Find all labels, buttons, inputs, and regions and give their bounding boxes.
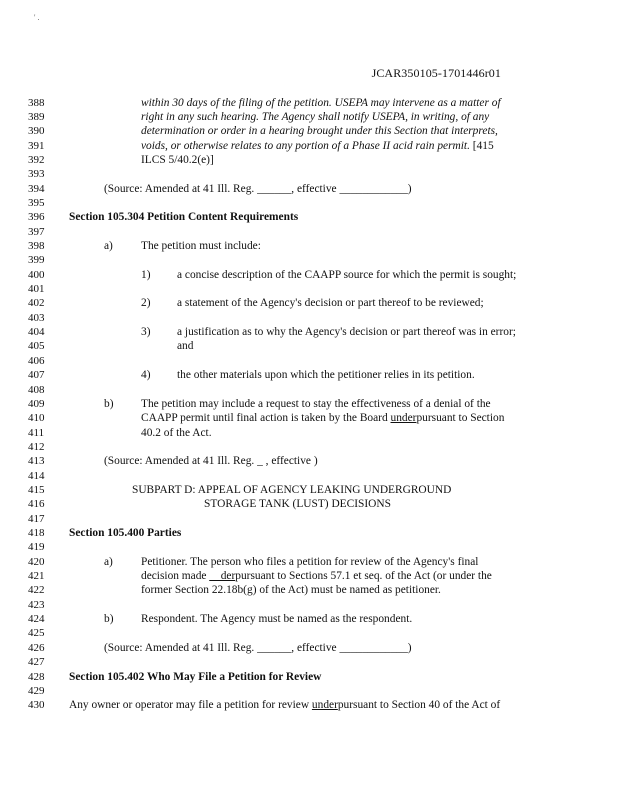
text-run: Section 105.402 Who May File a Petition for Review bbox=[69, 670, 322, 683]
text-run: under bbox=[311, 699, 338, 712]
document-line bbox=[177, 297, 484, 309]
document-line bbox=[141, 97, 501, 109]
line-number: 405 bbox=[28, 340, 45, 353]
document-line bbox=[141, 613, 412, 625]
text-run: ILCS 5/40.2(e)] bbox=[141, 153, 214, 166]
document-line bbox=[141, 111, 489, 123]
text-run: Petitioner. The person who files a petition for review of the Agency's final bbox=[141, 555, 479, 568]
text-run: Section 105.400 Parties bbox=[69, 527, 182, 539]
text-run: a justification as to why the Agency's decision or part thereof was in error; bbox=[177, 326, 516, 339]
document-line bbox=[104, 642, 412, 654]
line-number: 410 bbox=[28, 412, 45, 425]
line-number: 414 bbox=[28, 469, 45, 482]
line-number: 389 bbox=[28, 110, 45, 123]
line-number: 403 bbox=[28, 311, 45, 324]
text-run: within 30 days of the filing of the petition. USEPA may intervene as a matter of bbox=[141, 96, 501, 109]
text-run: pursuant to Section 40 of the Act of bbox=[337, 699, 501, 712]
line-number: 400 bbox=[28, 268, 45, 281]
line-number: 418 bbox=[28, 527, 45, 539]
line-number: 399 bbox=[28, 254, 45, 267]
line-number: 407 bbox=[28, 369, 45, 382]
document-id: JCAR350105-1701446r01 bbox=[371, 66, 501, 80]
item-label: 1) bbox=[141, 268, 151, 281]
document-line bbox=[141, 570, 492, 582]
document-line bbox=[69, 699, 500, 711]
item-label: 2) bbox=[141, 297, 151, 310]
line-number: 423 bbox=[28, 598, 45, 611]
document-line bbox=[132, 484, 451, 496]
text-run: CAAPP permit until final action is taken by the Board bbox=[141, 412, 391, 425]
line-number: 428 bbox=[28, 670, 45, 683]
line-number: 391 bbox=[28, 139, 45, 152]
line-number: 416 bbox=[28, 498, 45, 511]
line-number: 412 bbox=[28, 440, 45, 453]
line-number: 415 bbox=[28, 483, 45, 496]
line-number: 420 bbox=[28, 555, 45, 568]
text-run: Section 105.304 Petition Content Requirements bbox=[69, 211, 299, 224]
text-run: ) of the Act) must be named as petitioner. bbox=[252, 584, 441, 597]
line-number: 408 bbox=[28, 383, 45, 396]
text-run: the other materials upon which the petitioner relies in its petition. bbox=[177, 369, 475, 382]
line-number: 404 bbox=[28, 326, 45, 339]
document-line bbox=[141, 240, 261, 252]
text-run: voids, or otherwise relates to any portion of a Phase II acid rain permit. bbox=[141, 139, 470, 152]
document-line bbox=[177, 326, 516, 338]
text-run: The petition must include: bbox=[141, 240, 261, 252]
document-line bbox=[104, 455, 318, 467]
text-run: 40.2 of the Act. bbox=[141, 426, 212, 439]
text-run: pursuant to Section bbox=[416, 412, 505, 425]
text-run: pursuant to Sections 57.1 et seq. of the Act (or under the bbox=[235, 570, 492, 583]
text-run: and bbox=[177, 340, 194, 353]
item-label: b) bbox=[104, 613, 114, 626]
line-number: 388 bbox=[28, 96, 45, 109]
document-line bbox=[141, 427, 212, 439]
text-run: Any owner or operator may file a petition for review bbox=[69, 699, 312, 712]
text-run: a concise description of the CAAPP source for which the permit is sought; bbox=[177, 268, 517, 281]
line-number: 392 bbox=[28, 153, 45, 166]
text-run: Respondent. The Agency must be named as the respondent. bbox=[141, 613, 413, 626]
text-run: The petition may include a request to stay the effectiveness of a denial of the bbox=[141, 397, 491, 410]
document-line bbox=[177, 340, 193, 352]
line-number: 426 bbox=[28, 641, 45, 654]
document-line bbox=[141, 140, 494, 152]
line-number: 394 bbox=[28, 182, 45, 195]
document-line bbox=[141, 154, 214, 166]
document-line bbox=[69, 527, 181, 539]
document-line bbox=[141, 125, 498, 137]
corner-mark: ' . bbox=[34, 13, 40, 22]
line-number: 409 bbox=[28, 397, 45, 410]
text-run: decision made bbox=[141, 570, 210, 583]
line-number: 390 bbox=[28, 125, 45, 138]
document-line bbox=[177, 269, 516, 281]
text-run: right in any such hearing. The Agency shall notify USEPA, in writing, of any bbox=[141, 110, 490, 123]
document-line bbox=[141, 556, 478, 568]
line-number: 397 bbox=[28, 225, 45, 238]
text-run: (Source: Amended at 41 Ill. Reg. ______, effective ____________) bbox=[104, 182, 412, 195]
line-number: 413 bbox=[28, 455, 45, 468]
text-run: g bbox=[246, 584, 253, 597]
document-line bbox=[141, 584, 441, 596]
text-run: STORAGE TANK (LUST) DECISIONS bbox=[204, 498, 391, 511]
item-label: 3) bbox=[141, 326, 151, 339]
item-label: b) bbox=[104, 397, 114, 410]
line-number: 427 bbox=[28, 656, 45, 669]
text-run: under bbox=[390, 412, 417, 425]
line-number: 406 bbox=[28, 354, 45, 367]
text-run: a statement of the Agency's decision or part thereof to be reviewed; bbox=[177, 297, 484, 310]
line-number: 421 bbox=[28, 570, 45, 583]
document-line bbox=[69, 211, 298, 223]
line-number: 411 bbox=[28, 426, 45, 439]
line-number: 396 bbox=[28, 211, 45, 224]
document-line bbox=[177, 369, 475, 381]
line-number: 425 bbox=[28, 627, 45, 640]
text-run: determination or order in a hearing brought under this Section that interprets, bbox=[141, 125, 498, 138]
line-number: 422 bbox=[28, 584, 45, 597]
item-label: 4) bbox=[141, 369, 151, 382]
text-run: (Source: Amended at 41 Ill. Reg. ______, effective ____________) bbox=[104, 641, 412, 654]
line-number: 417 bbox=[28, 512, 45, 525]
document-line bbox=[69, 671, 321, 683]
line-number: 398 bbox=[28, 240, 45, 252]
line-number: 401 bbox=[28, 283, 45, 296]
text-run: (Source: Amended at 41 Ill. Reg. _ , effective ) bbox=[104, 455, 318, 468]
document-line bbox=[204, 498, 391, 510]
line-number: 429 bbox=[28, 684, 45, 697]
text-run: [415 bbox=[469, 139, 494, 152]
document-line bbox=[141, 412, 504, 424]
line-number: 402 bbox=[28, 297, 45, 310]
text-run: SUBPART D: APPEAL OF AGENCY LEAKING UNDERGROUND bbox=[132, 483, 452, 496]
text-run: former Section 22.18b( bbox=[141, 584, 247, 597]
line-number: 393 bbox=[28, 168, 45, 181]
text-run: __der bbox=[209, 570, 236, 583]
item-label: a) bbox=[104, 240, 113, 252]
line-number: 424 bbox=[28, 613, 45, 626]
line-number: 430 bbox=[28, 699, 45, 712]
document-line bbox=[141, 398, 491, 410]
line-number: 395 bbox=[28, 196, 45, 209]
line-number: 419 bbox=[28, 541, 45, 554]
item-label: a) bbox=[104, 555, 113, 568]
document-line bbox=[104, 183, 412, 195]
